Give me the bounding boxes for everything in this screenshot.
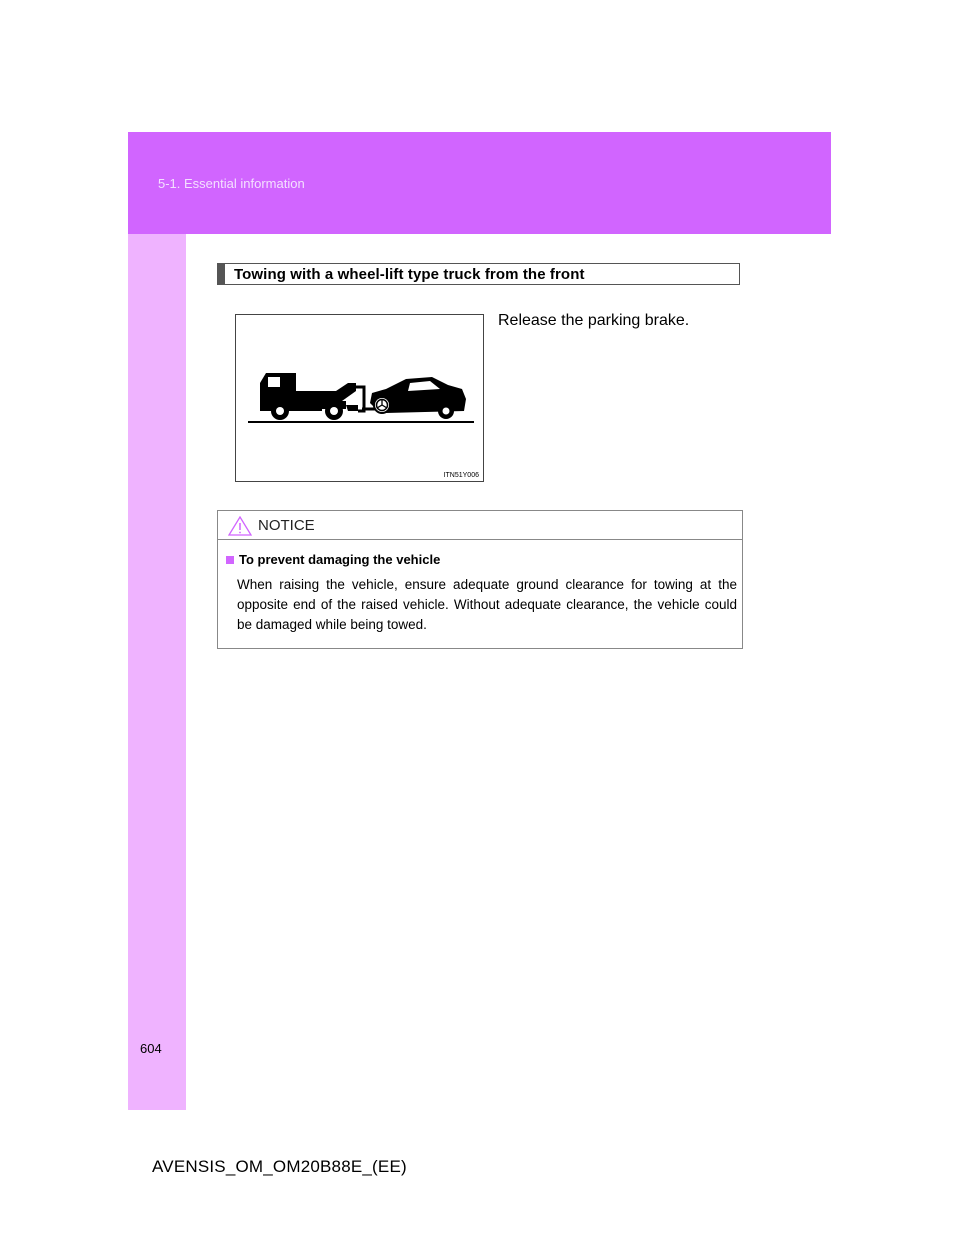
notice-title-text: To prevent damaging the vehicle (239, 552, 441, 567)
document-code: AVENSIS_OM_OM20B88E_(EE) (152, 1157, 407, 1176)
page-number: 604 (140, 1041, 162, 1056)
header-band (128, 132, 831, 234)
side-band (128, 234, 186, 1110)
notice-box (217, 510, 743, 649)
section-heading-text: Towing with a wheel-lift type truck from the front (234, 265, 585, 283)
heading-bar (218, 264, 225, 284)
notice-header (218, 511, 742, 540)
tow-truck-towing-car-illustration (236, 315, 483, 481)
bullet-square-icon (226, 556, 234, 564)
section-heading (217, 263, 740, 285)
notice-label: NOTICE (258, 517, 315, 534)
notice-title (226, 552, 440, 567)
illustration-code: ITN51Y006 (443, 472, 479, 479)
notice-body: When raising the vehicle, ensure adequate ground clearance for towing at the opposite end of the raised vehicle. Without adequate clearance, the vehicle could be damaged while being towed. (237, 577, 737, 632)
instruction-text: Release the parking brake. (498, 312, 690, 329)
warning-triangle-icon (228, 516, 252, 536)
section-breadcrumb: 5-1. Essential information (158, 176, 305, 191)
tow-truck-illustration (235, 314, 484, 482)
